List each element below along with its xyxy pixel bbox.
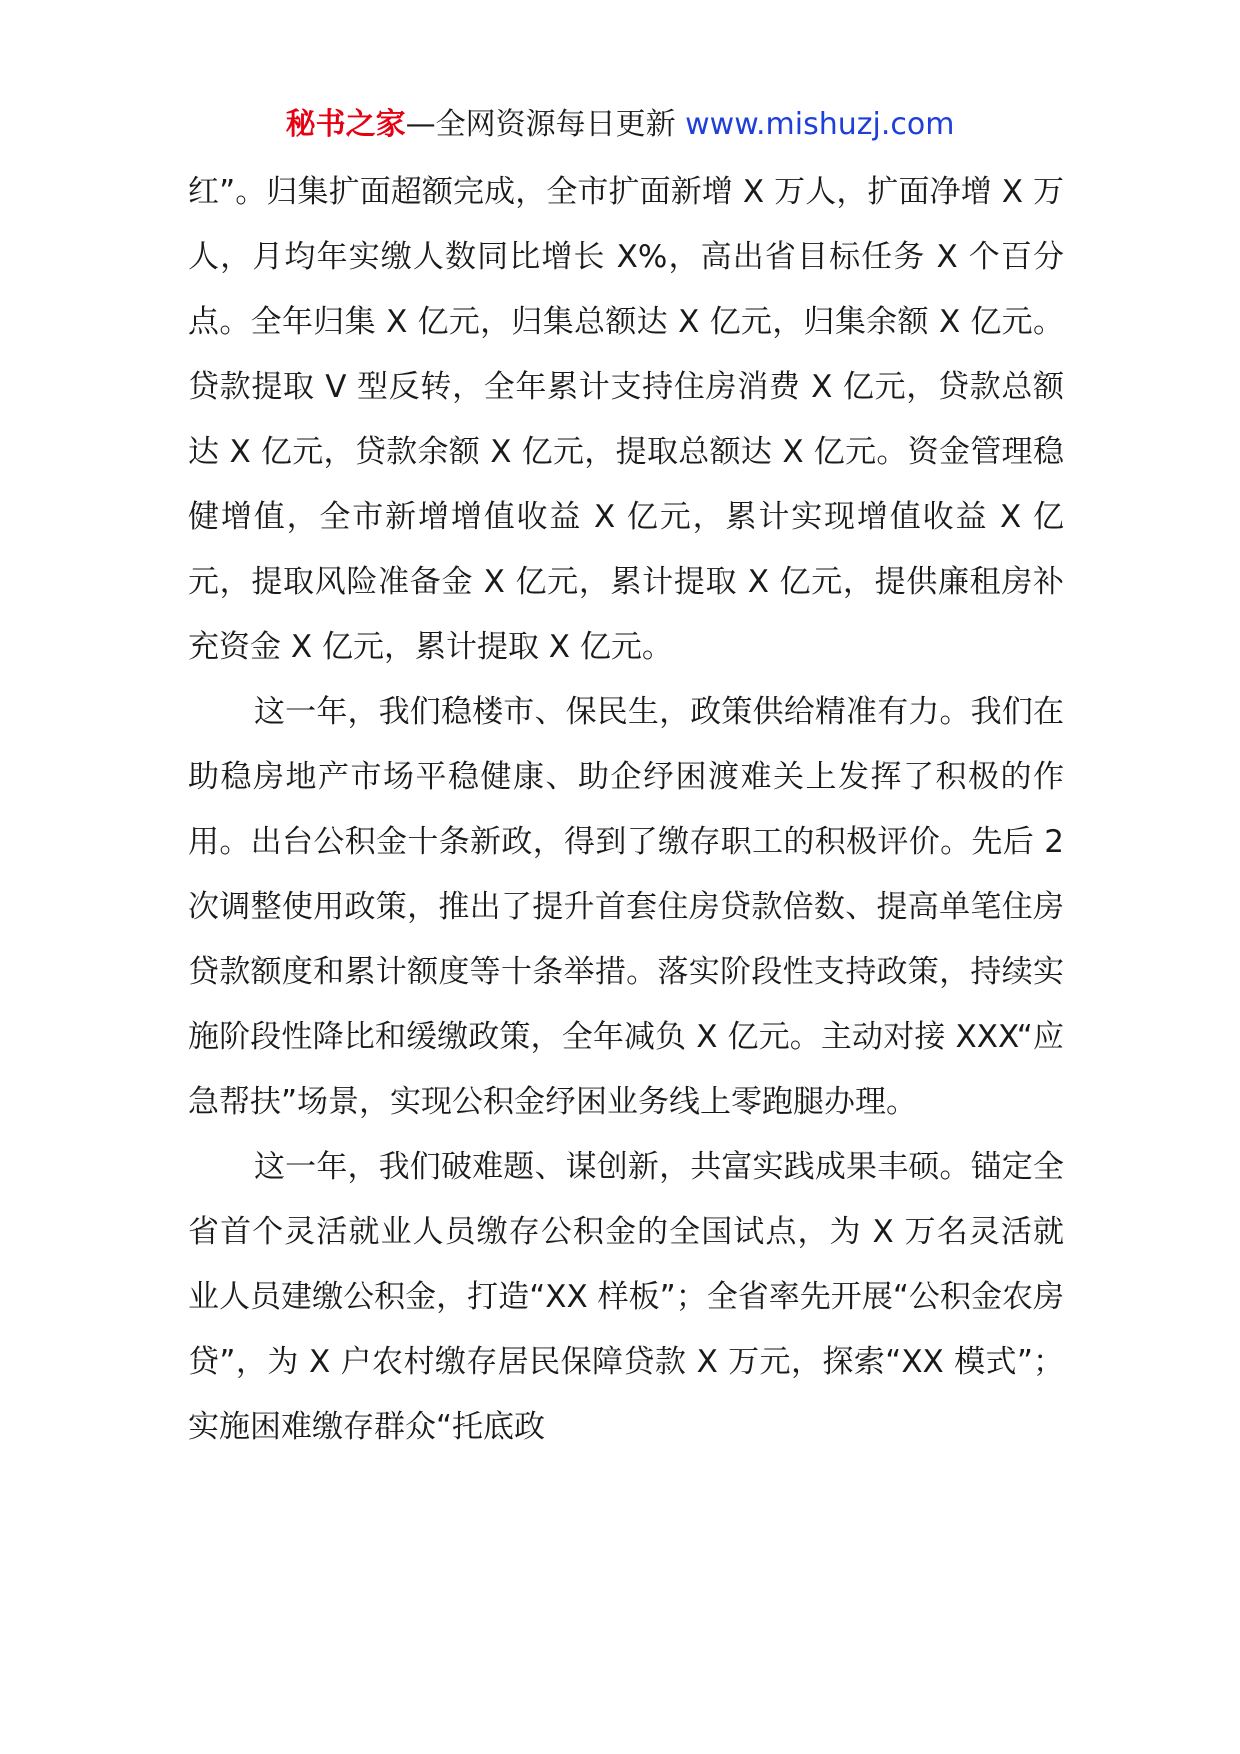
page-header xyxy=(0,100,1240,150)
brand-name: 秘书之家 xyxy=(285,107,406,142)
paragraph-3: 这一年，我们破难题、谋创新，共富实践成果丰硕。锚定全省首个灵活就业人员缴存公积金的全国试点，为 X 万名灵活就业人员建缴公积金，打造“XX 样板”；全省率先开展“公积金农房贷”，为 X 户农村缴存居民保障贷款 X 万元，探索“XX 模式”；实施困难缴存群众“托底政 xyxy=(188,1149,1064,1445)
document-body xyxy=(188,160,1064,1460)
paragraph-2: 这一年，我们稳楼市、保民生，政策供给精准有力。我们在助稳房地产市场平稳健康、助企纾困渡难关上发挥了积极的作用。出台公积金十条新政，得到了缴存职工的积极评价。先后 2 次调整使用政策，推出了提升首套住房贷款倍数、提高单笔住房贷款额度和累计额度等十条举措。落实阶段性支持政策，持续实施阶段性降比和缓缴政策，全年减负 X 亿元。主动对接 XXX“应急帮扶”场景，实现公积金纾困业务线上零跑腿办理。 xyxy=(188,694,1064,1120)
header-tagline: —全网资源每日更新 xyxy=(405,107,676,142)
website-link[interactable]: www.mishuzj.com xyxy=(685,107,955,142)
paragraph-1: 红”。归集扩面超额完成，全市扩面新增 X 万人，扩面净增 X 万人，月均年实缴人数同比增长 X%，高出省目标任务 X 个百分点。全年归集 X 亿元，归集总额达 X 亿元，归集余额 X 亿元。贷款提取 V 型反转，全年累计支持住房消费 X 亿元，贷款总额达 X 亿元，贷款余额 X 亿元，提取总额达 X 亿元。资金管理稳健增值，全市新增增值收益 X 亿元，累计实现增值收益 X 亿元，提取风险准备金 X 亿元，累计提取 X 亿元，提供廉租房补充资金 X 亿元，累计提取 X 亿元。 xyxy=(188,174,1064,665)
